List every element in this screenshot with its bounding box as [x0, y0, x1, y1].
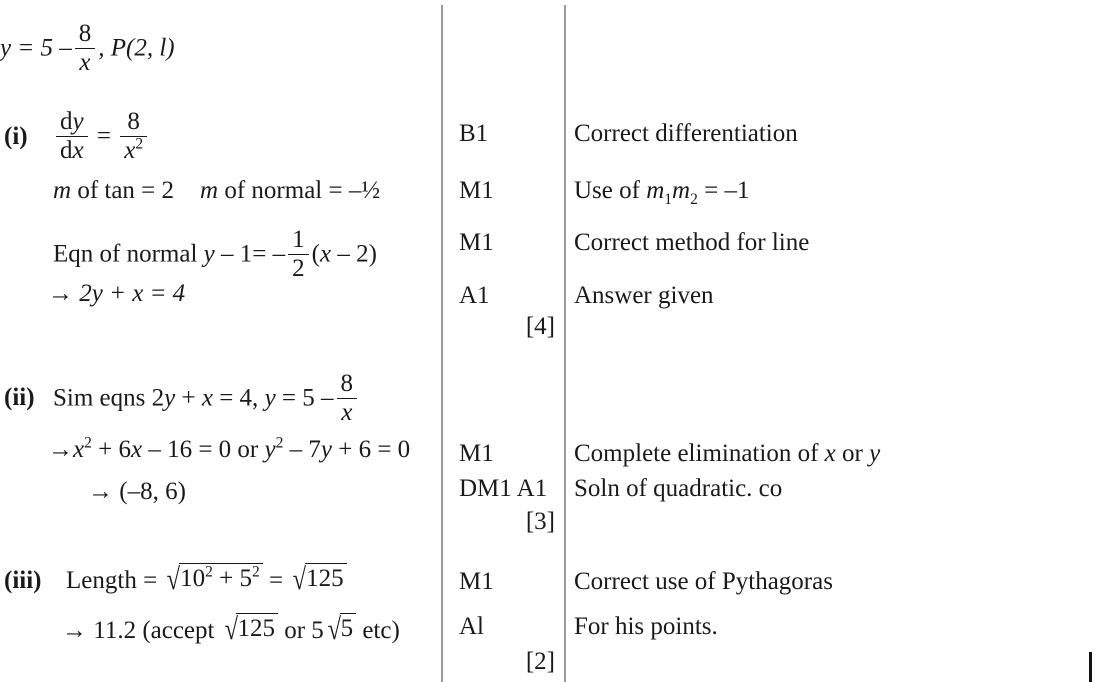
working-line-ii-solution — [88, 479, 186, 504]
comment-i-3: Correct method for line — [574, 229, 810, 256]
solution-ii-text: (–8, 6) — [113, 478, 186, 505]
radical-content-2: 125 — [305, 563, 347, 591]
derivative-denominator: dx — [60, 137, 84, 165]
radical-content-3: 125 — [236, 613, 278, 641]
mark-total-iii: [2] — [525, 648, 555, 675]
quadratic-arrow-icon: → — [48, 436, 73, 463]
header-point: , P(2, l) — [98, 34, 175, 62]
gradient-normal-text: of normal = –½ — [218, 177, 381, 204]
working-line-ii-quadratic — [48, 434, 411, 463]
radical-content-4: 5 — [340, 613, 357, 641]
normal-var-y: y — [203, 240, 215, 268]
sim-fraction-numerator: 8 — [337, 371, 358, 399]
column-divider-working-marks — [441, 5, 443, 682]
sqrt-sum-of-squares — [163, 563, 262, 594]
quadratic-y-power: 2 — [275, 434, 284, 452]
part-label-i: (i) — [4, 123, 28, 150]
derivative-fraction — [56, 109, 88, 165]
length-equals: = — [269, 567, 284, 594]
mark-i-3: M1 — [459, 229, 494, 256]
normal-half-fraction — [288, 227, 309, 283]
mark-i-4: A1 — [459, 282, 490, 309]
comment-ii-1: Complete elimination of x or y — [574, 440, 881, 467]
answer-i-text: 2y + x = 4 — [73, 280, 186, 307]
normal-half-numerator: 1 — [288, 227, 309, 255]
derivative-rhs-numerator: 8 — [120, 109, 147, 137]
quadratic-var-x: x — [73, 436, 85, 463]
mark-iii-1: M1 — [459, 568, 494, 595]
derivative-equals: = — [96, 122, 111, 150]
gradient-normal-symbol: m — [200, 177, 219, 204]
sim-fraction — [337, 371, 358, 427]
quadratic-mid: + 6x – 16 = 0 or — [91, 436, 265, 463]
radical-content: $10^2 + 5^2$ — [179, 563, 263, 591]
working-line-i-derivative — [53, 110, 150, 166]
radical-sign-icon: √ — [167, 562, 181, 596]
working-line-i-answer — [48, 281, 185, 306]
mark-ii-2: DM1 A1 — [459, 475, 548, 502]
header-equation-lead: y = 5 – — [0, 34, 72, 62]
part-label-iii: (iii) — [4, 567, 42, 594]
gradient-tan-text: of tan = 2 — [71, 177, 175, 204]
header-fraction — [75, 21, 96, 77]
length-lead: Length = — [66, 567, 158, 594]
normal-tail: – 2) — [331, 240, 377, 268]
comment-i-2: Use of $m_1m_2 = -1$ — [574, 177, 750, 208]
sqrt-125-accept — [221, 613, 278, 644]
part-label-ii: (ii) — [4, 384, 35, 411]
quadratic-var-y: y — [264, 436, 276, 463]
page-edge-mark — [1089, 652, 1092, 682]
working-line-i-gradients — [53, 178, 380, 203]
value-arrow-icon: → — [62, 617, 87, 644]
derivative-numerator: dy — [56, 109, 88, 137]
sqrt-125 — [289, 563, 346, 594]
radical-sign-icon-3: √ — [224, 612, 238, 646]
header-fraction-numerator: 8 — [75, 21, 96, 49]
working-line-ii-sim — [53, 372, 360, 428]
comment-i-4: Answer given — [574, 282, 714, 309]
mark-i-1: B1 — [459, 120, 489, 147]
sim-eqns-lead: Sim eqns 2y + x = 4, y = 5 – — [53, 384, 334, 412]
working-line-iii-length — [66, 563, 347, 594]
comment-iii-2: For his points. — [574, 613, 718, 640]
radical-sign-icon-4: √ — [327, 612, 341, 646]
normal-mid: – 1= – — [214, 240, 286, 268]
value-mid: or 5 — [284, 617, 324, 644]
header-equation — [0, 22, 175, 78]
normal-lead: Eqn of normal — [53, 240, 204, 268]
derivative-rhs-fraction — [120, 109, 147, 165]
mark-iii-2: Al — [459, 613, 484, 640]
value-lead: 11.2 (accept — [87, 617, 215, 644]
quadratic-x-power: 2 — [84, 434, 92, 452]
comment-i-1: Correct differentiation — [574, 120, 798, 147]
comment-ii-2: Soln of quadratic. co — [574, 475, 783, 502]
column-divider-marks-comment — [564, 5, 566, 682]
sqrt-5-accept — [324, 613, 356, 644]
mark-total-ii: [3] — [525, 508, 555, 535]
comment-iii-1: Correct use of Pythagoras — [574, 568, 833, 595]
working-line-iii-value — [62, 613, 400, 644]
value-tail: etc) — [362, 617, 400, 644]
answer-arrow-icon: → — [48, 280, 73, 307]
normal-paren-open: ( — [311, 240, 320, 268]
working-line-i-normal — [53, 228, 377, 284]
mark-i-2: M1 — [459, 177, 494, 204]
radical-sign-icon-2: √ — [293, 562, 307, 596]
header-fraction-denominator: x — [79, 49, 91, 77]
normal-half-denominator: 2 — [292, 255, 305, 283]
derivative-rhs-denominator: $x^2$ — [124, 135, 144, 165]
normal-var-x: x — [319, 240, 332, 268]
solution-arrow-icon: → — [88, 478, 113, 505]
mark-total-i: [4] — [525, 313, 555, 340]
sim-fraction-denominator: x — [341, 399, 353, 427]
gradient-tan-symbol: m — [53, 177, 72, 204]
quadratic-tail: – 7y + 6 = 0 — [283, 436, 411, 463]
mark-ii-1: M1 — [459, 440, 494, 467]
